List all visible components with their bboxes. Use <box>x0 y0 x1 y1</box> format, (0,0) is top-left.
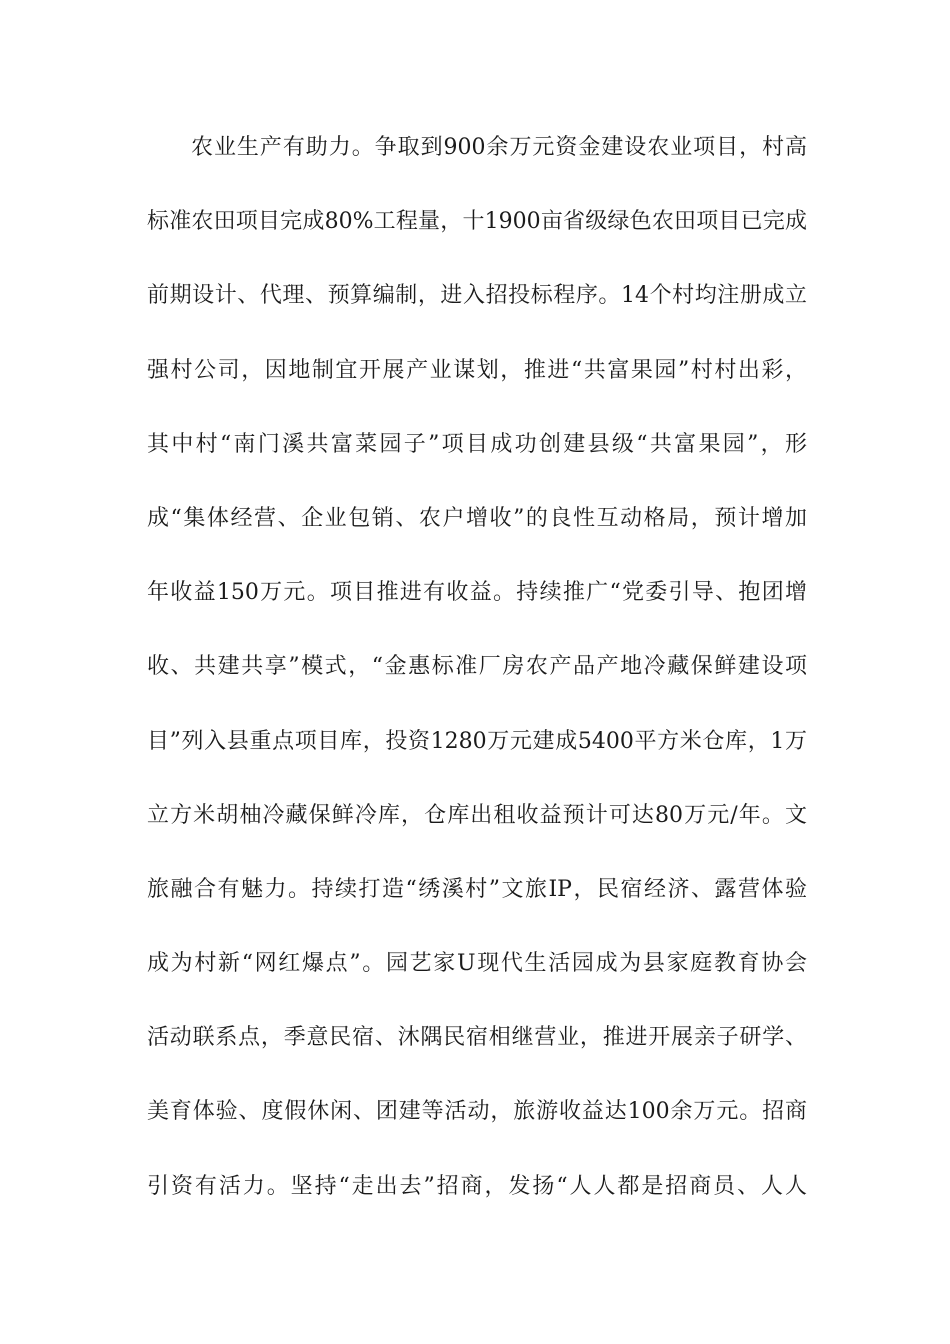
text-line: 旅融合有魅力。持续打造“绣溪村”文旅IP，民宿经济、露营体验 <box>147 876 807 902</box>
text-line: 年收益150万元。项目推进有收益。持续推广“党委引导、抱团增 <box>147 580 807 606</box>
text-line: 成为村新“网红爆点”。园艺家U现代生活园成为县家庭教育协会 <box>147 951 807 977</box>
text-line: 目”列入县重点项目库，投资1280万元建成5400平方米仓库，1万 <box>147 728 807 754</box>
body-paragraph <box>147 133 807 1246</box>
text-line: 收、共建共享”模式，“金惠标准厂房农产品产地冷藏保鲜建设项 <box>147 654 807 680</box>
text-line: 引资有活力。坚持“走出去”招商，发扬“人人都是招商员、人人 <box>147 1173 807 1199</box>
text-line: 成“集体经营、企业包销、农户增收”的良性互动格局，预计增加 <box>147 505 807 531</box>
text-line: 活动联系点，季意民宿、沐隅民宿相继营业，推进开展亲子研学、 <box>147 1025 807 1051</box>
text-line: 美育体验、度假休闲、团建等活动，旅游收益达100余万元。招商 <box>147 1099 807 1125</box>
text-line: 标准农田项目完成80%工程量，十1900亩省级绿色农田项目已完成 <box>147 209 807 235</box>
text-line: 其中村“南门溪共富菜园子”项目成功创建县级“共富果园”，形 <box>147 431 807 457</box>
text-line: 立方米胡柚冷藏保鲜冷库，仓库出租收益预计可达80万元/年。文 <box>147 802 807 828</box>
text-line: 强村公司，因地制宜开展产业谋划，推进“共富果园”村村出彩， <box>147 357 807 383</box>
text-line: 前期设计、代理、预算编制，进入招投标程序。14个村均注册成立 <box>147 283 807 309</box>
text-line: 农业生产有助力。争取到900余万元资金建设农业项目，村高 <box>191 135 807 160</box>
